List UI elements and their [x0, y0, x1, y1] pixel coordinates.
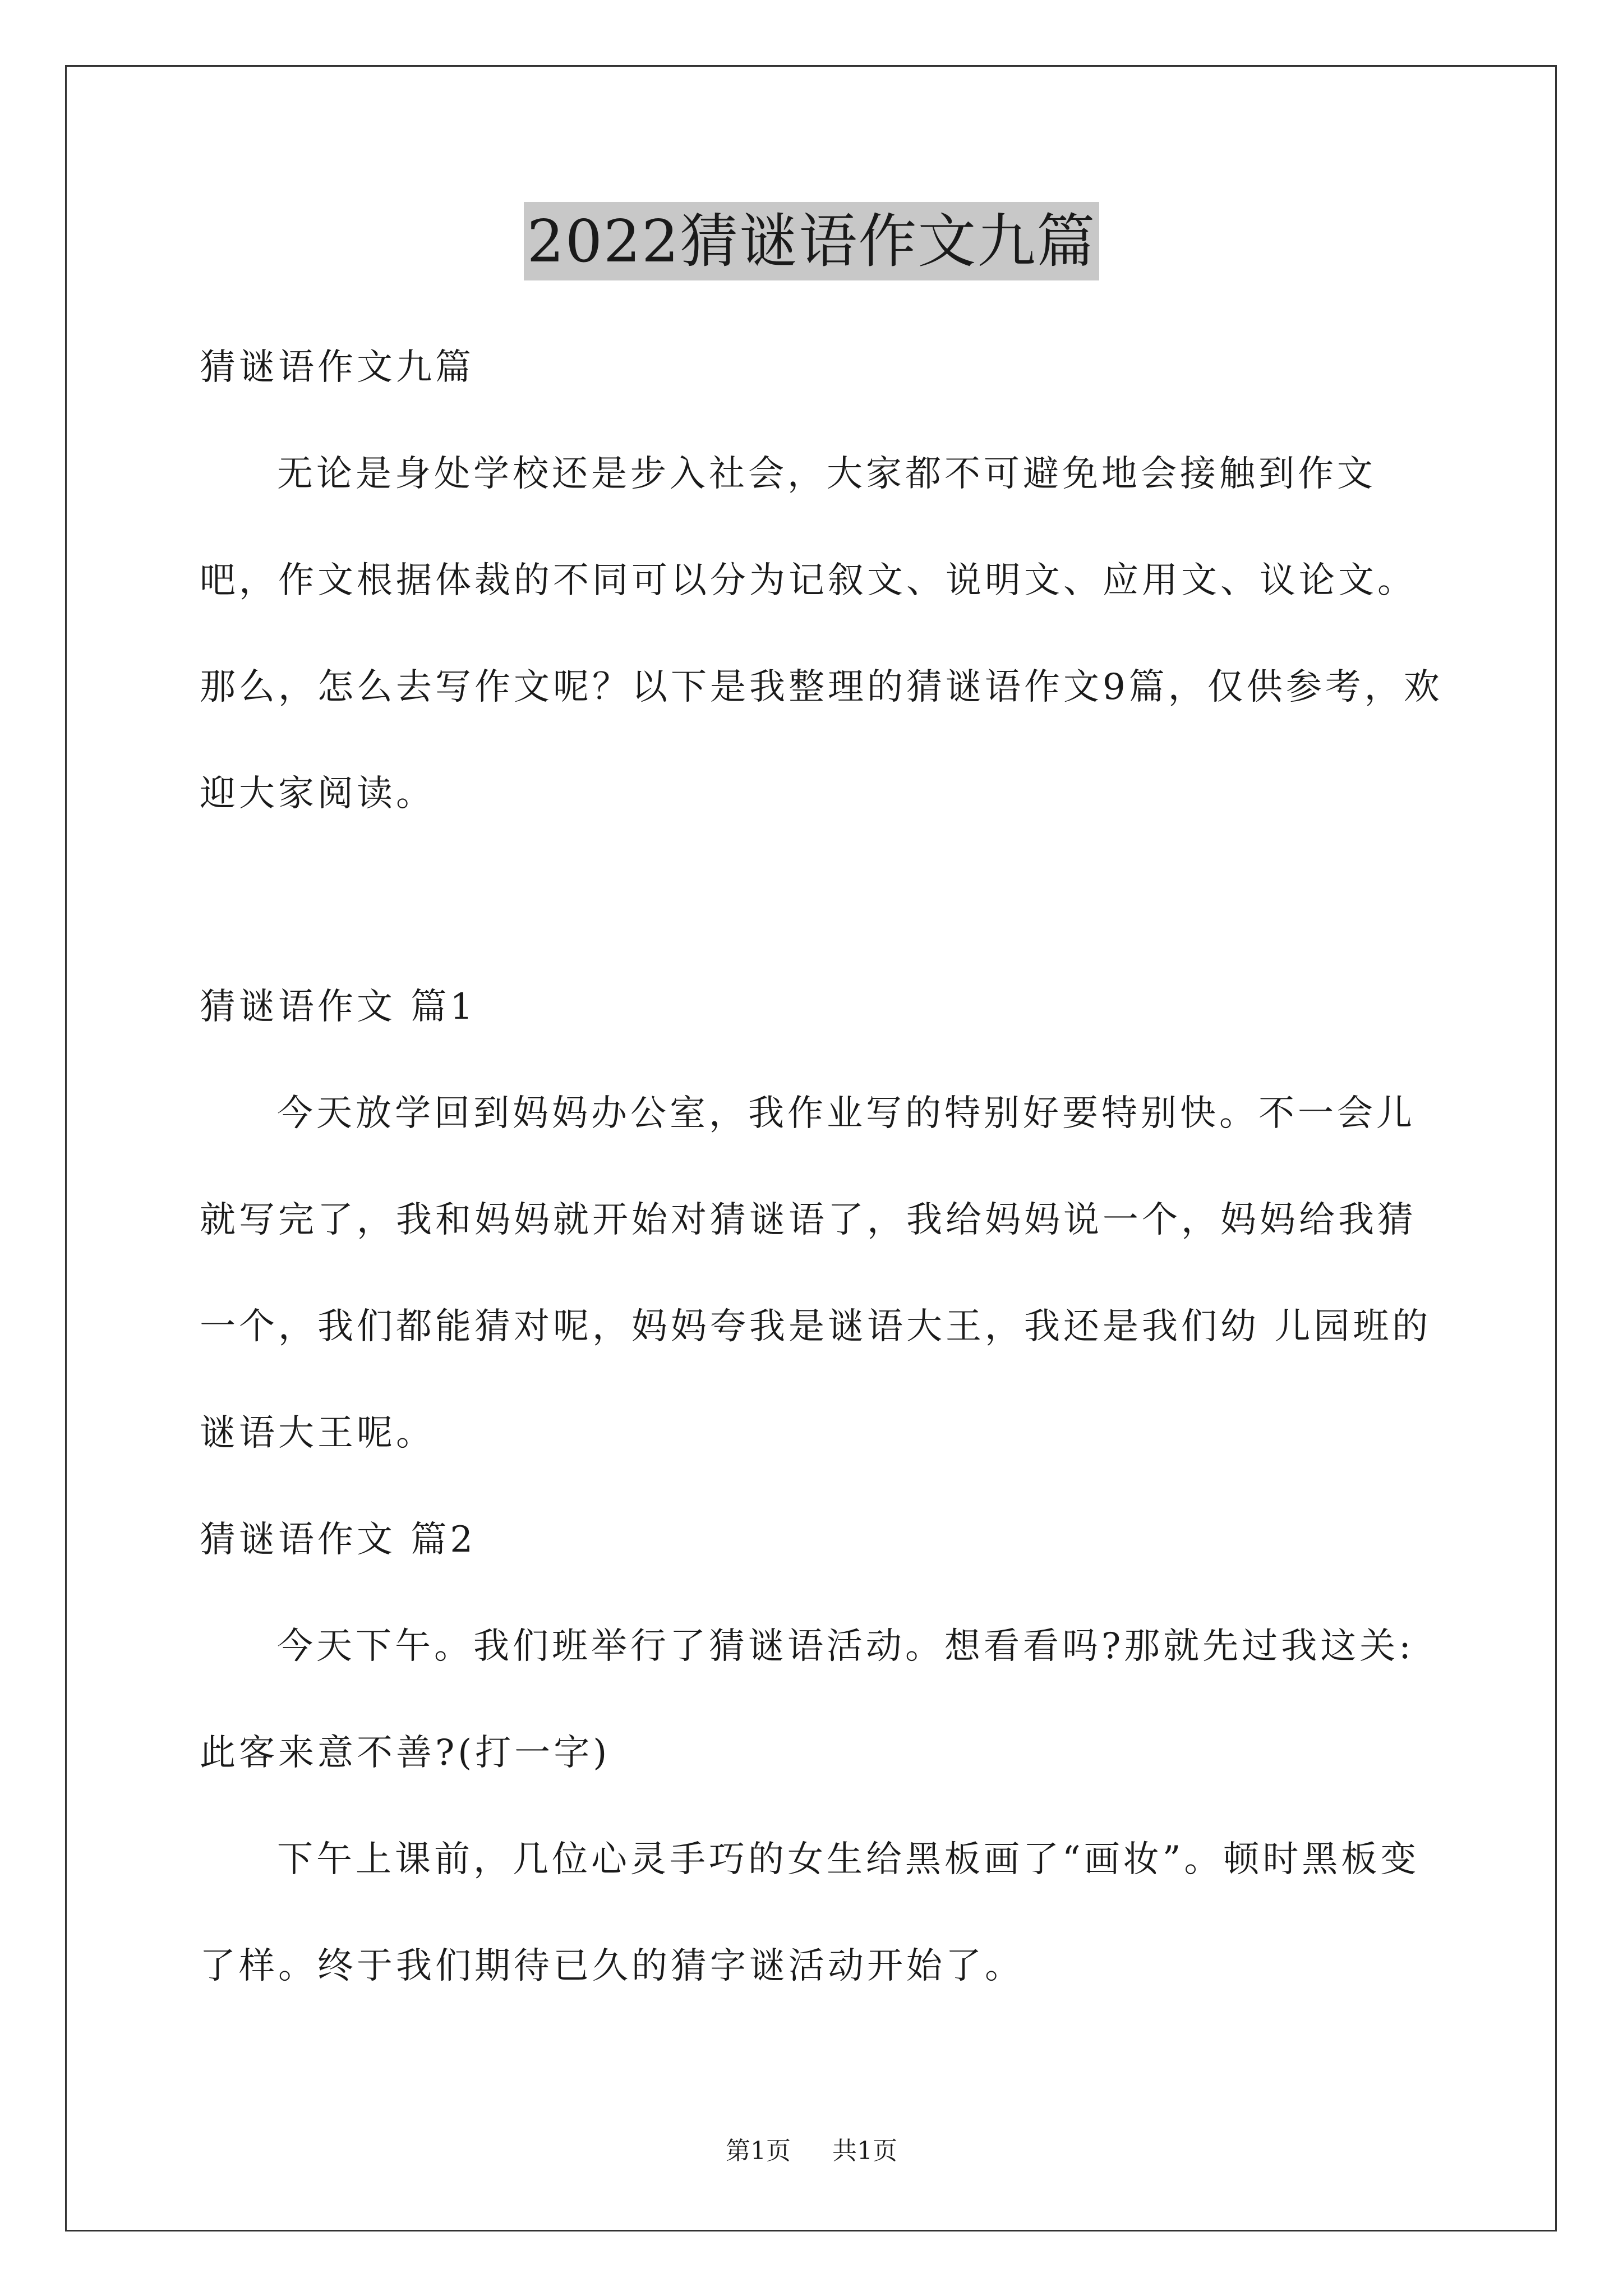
intro-paragraph: 无论是身处学校还是步入社会，大家都不可避免地会接触到作文吧，作文根据体裁的不同可以分为记叙文、说明文、应用文、议论文。那么，怎么去写作文呢？以下是我整理的猜谜语作文9篇，仅供参考，欢迎大家阅读。	[200, 453, 1443, 815]
section-2-paragraph-2: 下午上课前，几位心灵手巧的女生给黑板画了“画妆”。顿时黑板变了样。终于我们期待已久的猜字谜活动开始了。	[200, 1839, 1420, 1987]
section-2-paragraph-1: 今天下午。我们班举行了猜谜语活动。想看看吗?那就先过我这关:此客来意不善?(打一字)	[200, 1626, 1414, 1774]
page-footer	[0, 2134, 1623, 2168]
section-1-paragraph-1: 今天放学回到妈妈办公室，我作业写的特别好要特别快。不一会儿就写完了，我和妈妈就开始对猜谜语了，我给妈妈说一个，妈妈给我猜一个，我们都能猜对呢，妈妈夸我是谜语大王，我还是我们幼 儿园班的谜语大王呢。	[200, 1093, 1432, 1454]
page-number-total: 共1页	[832, 2137, 897, 2165]
document-body	[200, 314, 1450, 2019]
title-container	[0, 202, 1623, 280]
section-heading-1: 猜谜语作文 篇1	[200, 986, 477, 1028]
page-number-current: 第1页	[726, 2137, 791, 2165]
document-title: 2022猜谜语作文九篇	[524, 202, 1100, 280]
document-subtitle: 猜谜语作文九篇	[200, 347, 474, 388]
section-heading-2: 猜谜语作文 篇2	[200, 1519, 477, 1561]
